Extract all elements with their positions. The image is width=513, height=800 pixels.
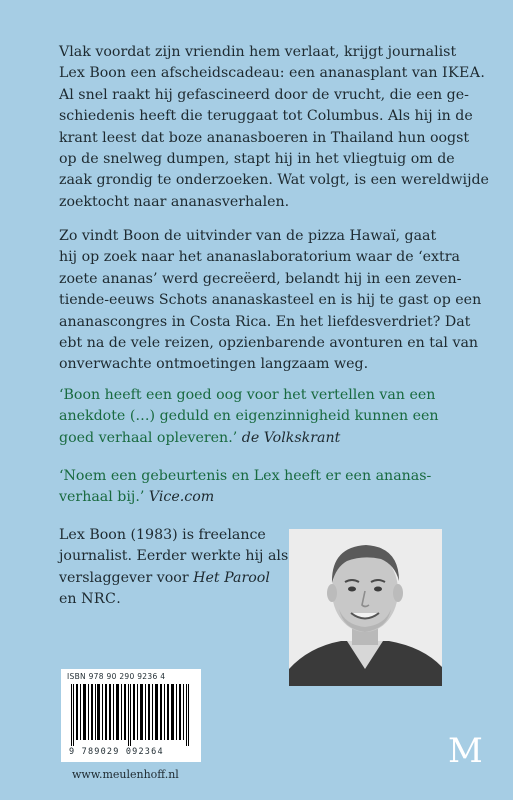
ikea-brand: IKEA: [442, 65, 481, 82]
text-line: onverwachte ontmoetingen langzaam weg.: [59, 356, 369, 373]
bio-line: journalist. Eerder werkte hij als: [59, 548, 289, 565]
author-photo: [289, 529, 442, 686]
author-portrait-illustration: [289, 529, 442, 686]
barcode-bars-graphic: [67, 684, 195, 746]
bio-line: Lex Boon (1983) is freelance: [59, 527, 266, 543]
text-line: Al snel raakt hij gefascineerd door de vrucht, die een ge-: [59, 86, 469, 103]
quote-line: goed verhaal opleveren.’ de Volkskrant: [59, 429, 341, 446]
quote-source: de Volkskrant: [241, 429, 341, 446]
barcode-digits: 9 789029 092364: [69, 747, 164, 757]
publisher-website: www.meulenhoff.nl: [72, 768, 179, 781]
quote-line: verhaal bij.’ Vice.com: [59, 489, 215, 506]
text-line: ebt na de vele reizen, opzienbarende avonturen en tal van: [59, 335, 479, 352]
press-quote-volkskrant: [59, 385, 489, 449]
text-line: zaak grondig te onderzoeken. Wat volgt, is een wereldwijde: [59, 172, 489, 189]
text-line: krant leest dat boze ananasboeren in Thailand hun oogst: [59, 129, 470, 146]
newspaper-nrc: NRC: [81, 591, 117, 608]
bio-line: en NRC.: [59, 591, 121, 608]
quote-line: ‘Noem een gebeurtenis en Lex heeft er een ananas-: [59, 468, 432, 484]
newspaper-het-parool: Het Parool: [193, 569, 270, 586]
text-line: zoektocht naar ananasverhalen.: [59, 193, 290, 210]
text-line: Lex Boon een afscheidscadeau: een ananasplant van IKEA.: [59, 65, 485, 82]
isbn-barcode: [61, 669, 201, 762]
text-line: Vlak voordat zijn vriendin hem verlaat, krijgt journalist: [59, 44, 457, 60]
text-line: ananascongres in Costa Rica. En het liefdesverdriet? Dat: [59, 313, 471, 330]
quote-source: Vice.com: [148, 489, 215, 506]
meulenhoff-logo: M: [448, 731, 483, 771]
text-line: tiende-eeuws Schots ananaskasteel en is hij te gast op een: [59, 292, 482, 309]
blurb-paragraph-1: [59, 42, 489, 213]
text-line: op de snelweg dumpen, stapt hij in het vliegtuig om de: [59, 151, 455, 168]
isbn-label: ISBN 978 90 290 9236 4: [67, 672, 166, 681]
press-quote-vice: [59, 466, 489, 509]
blurb-paragraph-2: [59, 226, 482, 376]
quote-line: anekdote (…) geduld en eigenzinnigheid kunnen een: [59, 408, 439, 425]
text-line: Zo vindt Boon de uitvinder van de pizza Hawaï, gaat: [59, 228, 437, 244]
text-line: schiedenis heeft die teruggaat tot Columbus. Als hij in de: [59, 108, 473, 125]
quote-line: ‘Boon heeft een goed oog voor het vertellen van een: [59, 387, 436, 403]
bio-line: verslaggever voor Het Parool: [59, 569, 270, 586]
text-line: zoete ananas’ werd gecreëerd, belandt hij in een zeven-: [59, 270, 462, 287]
text-line: hij op zoek naar het ananaslaboratorium waar de ‘extra: [59, 249, 460, 266]
author-bio: [59, 525, 289, 611]
